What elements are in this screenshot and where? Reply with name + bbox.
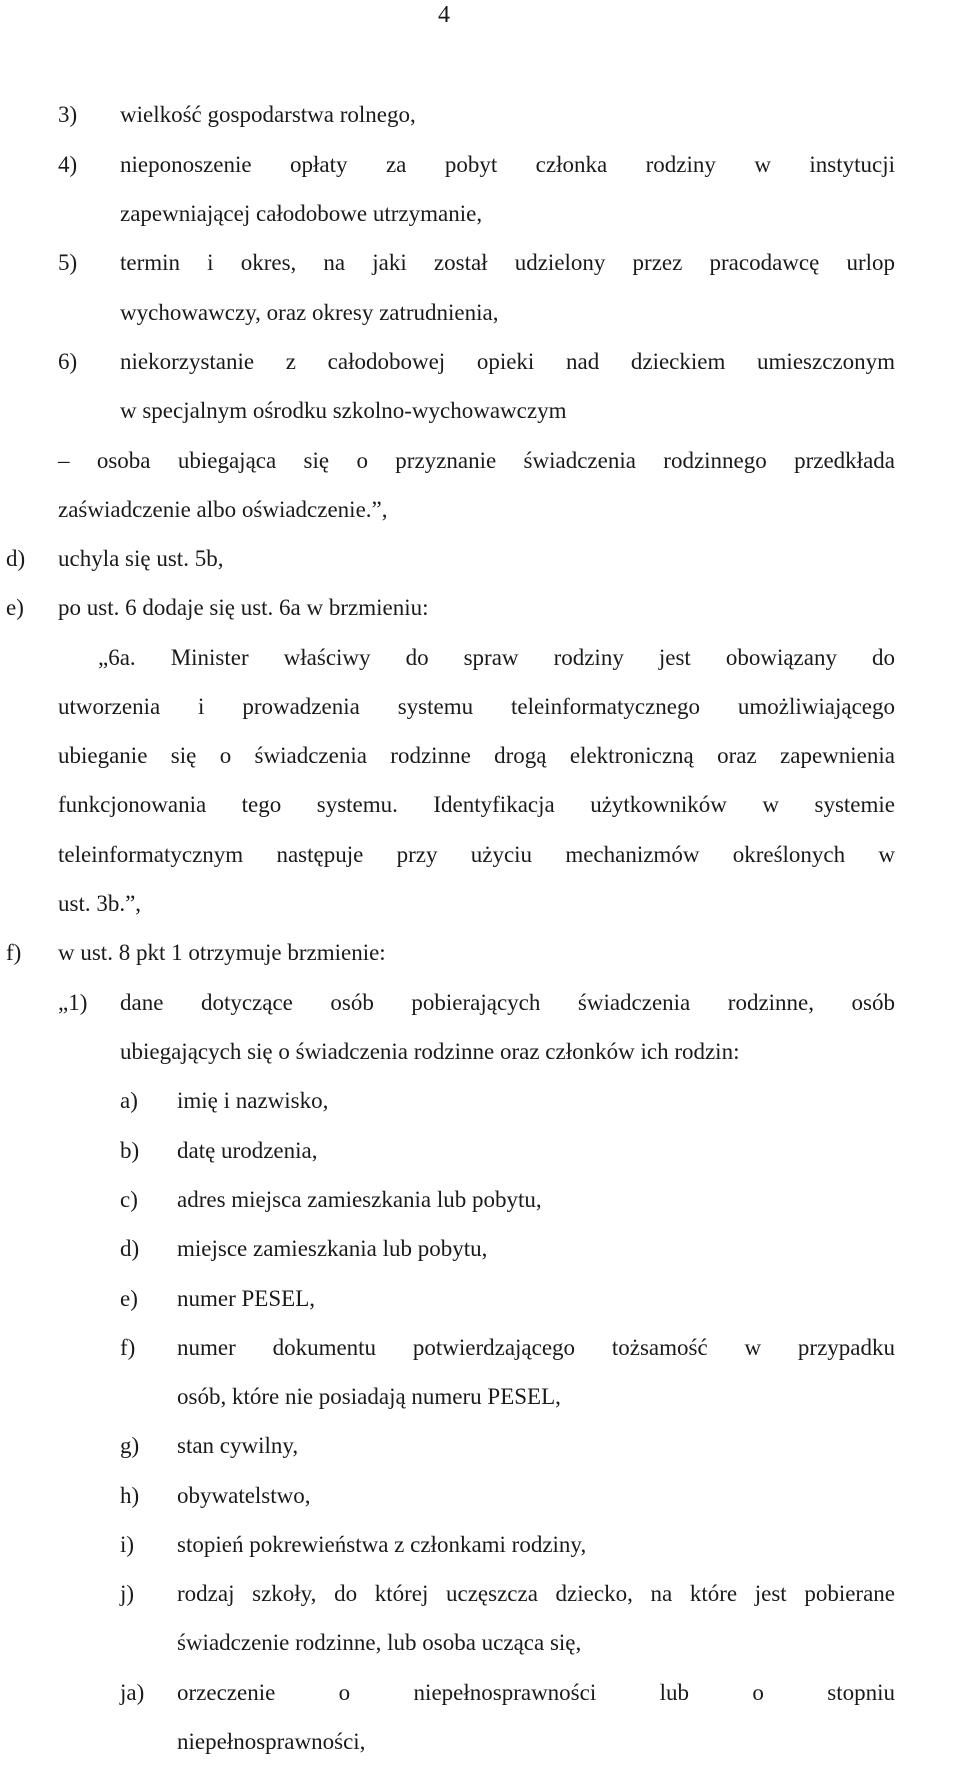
point-text: dane dotyczące osób pobierających świadczenia rodzinne, osób <box>120 990 895 1015</box>
item-label: 4) <box>58 152 78 177</box>
letter-text: w ust. 8 pkt 1 otrzymuje brzmienie: <box>58 940 386 965</box>
letter-label: e) <box>6 595 24 620</box>
item-text: w specjalnym ośrodku szkolno-wychowawczym <box>120 398 567 423</box>
item-text: niekorzystanie z całodobowej opieki nad dzieckiem umieszczonym <box>120 349 895 374</box>
paragraph-6a-line: ust. 3b.”, <box>58 891 142 916</box>
subitem-label: d) <box>120 1236 140 1261</box>
dash-clause-line: zaświadczenie albo oświadczenie.”, <box>58 497 388 522</box>
subitem-text: numer dokumentu potwierdzającego tożsamość w przypadku <box>177 1335 895 1360</box>
paragraph-6a-line: teleinformatycznym następuje przy użyciu mechanizmów określonych w <box>58 842 895 867</box>
subitem-text: obywatelstwo, <box>177 1483 311 1508</box>
subitem-label: a) <box>120 1088 138 1113</box>
subitem-text: imię i nazwisko, <box>177 1088 329 1113</box>
subitem-label: ja) <box>120 1680 145 1705</box>
page-number: 4 <box>438 2 450 28</box>
subitem-text: osób, które nie posiadają numeru PESEL, <box>177 1384 561 1409</box>
subitem-text: adres miejsca zamieszkania lub pobytu, <box>177 1187 542 1212</box>
item-text: zapewniającej całodobowe utrzymanie, <box>120 201 483 226</box>
paragraph-6a-line: funkcjonowania tego systemu. Identyfikacja użytkowników w systemie <box>58 792 895 817</box>
subitem-label: f) <box>120 1335 136 1360</box>
subitem-label: g) <box>120 1433 140 1458</box>
subitem-label: b) <box>120 1138 140 1163</box>
subitem-label: j) <box>120 1581 135 1606</box>
paragraph-6a-line: „6a. Minister właściwy do spraw rodziny jest obowiązany do <box>98 645 895 670</box>
subitem-text: numer PESEL, <box>177 1286 315 1311</box>
subitem-text: stopień pokrewieństwa z członkami rodziny, <box>177 1532 587 1557</box>
item-text: wychowawczy, oraz okresy zatrudnienia, <box>120 300 499 325</box>
letter-label: d) <box>6 546 26 571</box>
item-label: 5) <box>58 250 78 275</box>
subitem-text: świadczenie rodzinne, lub osoba ucząca się, <box>177 1630 582 1655</box>
dash-clause-line: – osoba ubiegająca się o przyznanie świadczenia rodzinnego przedkłada <box>58 448 895 473</box>
subitem-label: e) <box>120 1286 138 1311</box>
item-text: wielkość gospodarstwa rolnego, <box>120 102 416 127</box>
subitem-label: i) <box>120 1532 135 1557</box>
subitem-text: orzeczenie o niepełnosprawności lub o stopniu <box>177 1680 895 1705</box>
item-label: 6) <box>58 349 78 374</box>
subitem-text: stan cywilny, <box>177 1433 299 1458</box>
point-label: „1) <box>58 990 88 1015</box>
item-label: 3) <box>58 102 78 127</box>
subitem-text: niepełnosprawności, <box>177 1729 366 1754</box>
letter-text: uchyla się ust. 5b, <box>58 546 224 571</box>
letter-label: f) <box>6 940 22 965</box>
subitem-label: c) <box>120 1187 138 1212</box>
paragraph-6a-line: utworzenia i prowadzenia systemu teleinformatycznego umożliwiającego <box>58 694 895 719</box>
subitem-text: rodzaj szkoły, do której uczęszcza dziecko, na które jest pobierane <box>177 1581 895 1606</box>
paragraph-6a-line: ubieganie się o świadczenia rodzinne drogą elektroniczną oraz zapewnienia <box>58 743 895 768</box>
subitem-label: h) <box>120 1483 140 1508</box>
item-text: nieponoszenie opłaty za pobyt członka rodziny w instytucji <box>120 152 895 177</box>
subitem-text: datę urodzenia, <box>177 1138 318 1163</box>
item-text: termin i okres, na jaki został udzielony przez pracodawcę urlop <box>120 250 895 275</box>
subitem-text: miejsce zamieszkania lub pobytu, <box>177 1236 488 1261</box>
point-text: ubiegających się o świadczenia rodzinne oraz członków ich rodzin: <box>120 1039 740 1064</box>
letter-text: po ust. 6 dodaje się ust. 6a w brzmieniu: <box>58 595 429 620</box>
